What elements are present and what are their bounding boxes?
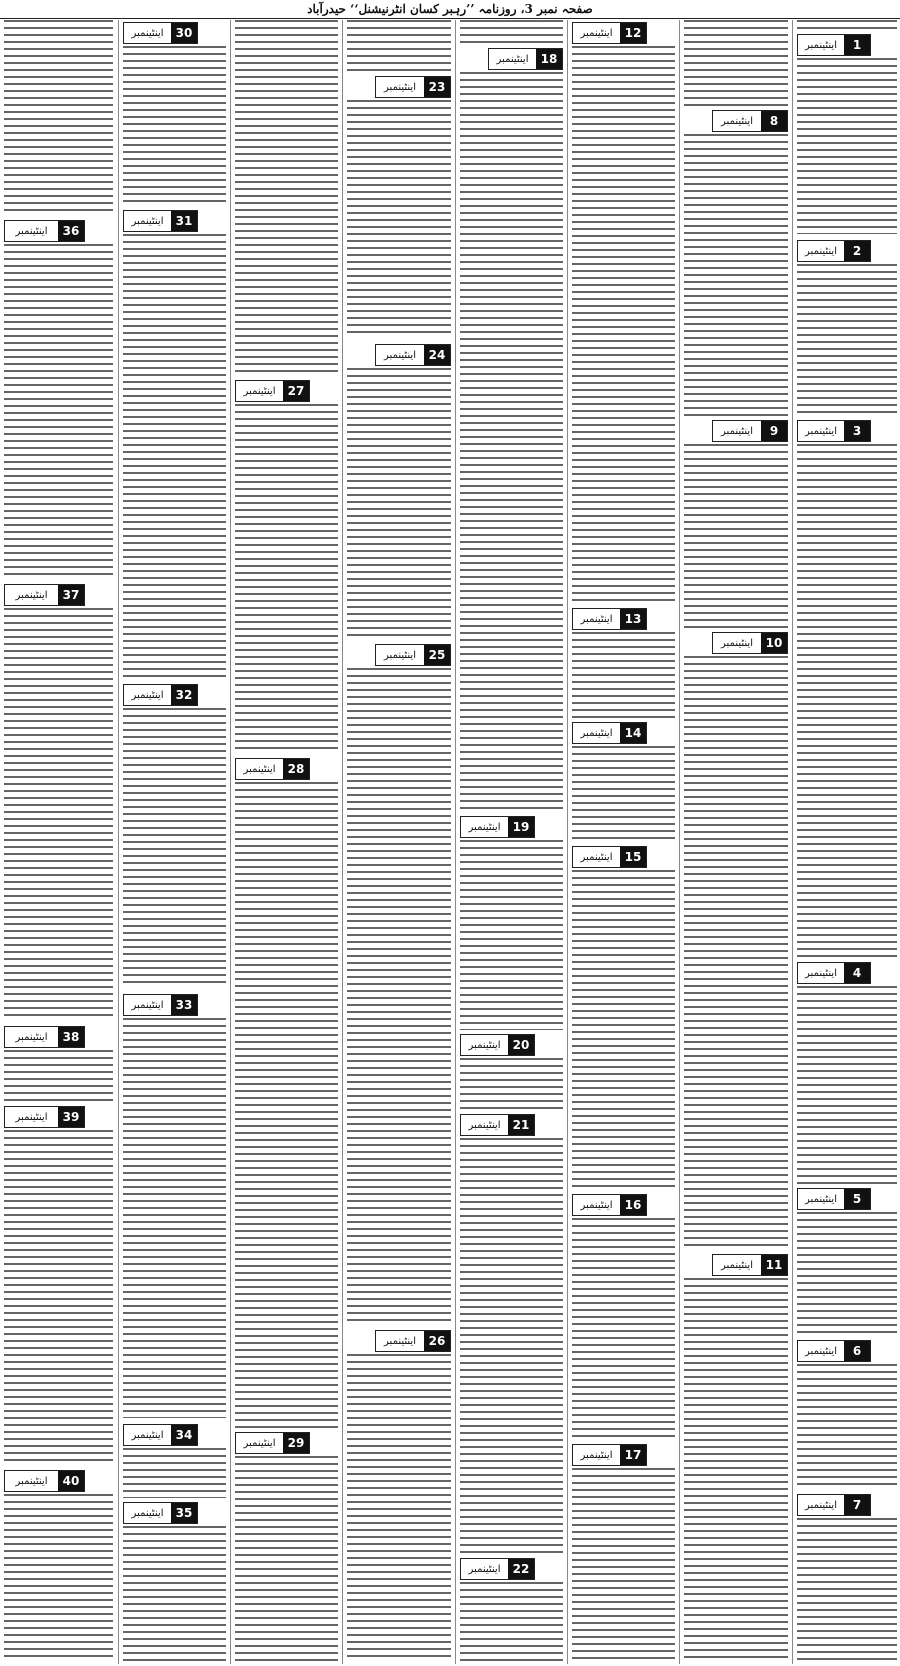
ad-number-badge [797, 34, 871, 56]
badge-number: 16 [620, 1195, 646, 1215]
badge-label: اینٹینمبر [580, 727, 613, 739]
ad-number-badge [375, 1330, 451, 1352]
article-text [123, 1018, 226, 1418]
ad-number-badge [797, 420, 871, 442]
ad-number-badge [572, 722, 647, 744]
ad-number-badge [572, 608, 647, 630]
badge-number: 7 [844, 1495, 870, 1515]
badge-label: اینٹینمبر [131, 1507, 164, 1519]
article-text [797, 58, 897, 234]
ad-number-badge [4, 584, 85, 606]
article-text [797, 986, 897, 1184]
badge-label: اینٹینمبر [15, 1475, 48, 1487]
article-text [684, 134, 788, 416]
column-8 [0, 20, 117, 1664]
badge-label: اینٹینمبر [805, 1193, 837, 1205]
article-text [797, 1364, 897, 1490]
article-text [4, 1130, 113, 1466]
badge-number: 2 [844, 241, 870, 261]
ad-number-badge [123, 1502, 198, 1524]
column-7 [118, 20, 230, 1664]
article-text [235, 1456, 338, 1662]
badge-label: اینٹینمبر [805, 425, 837, 437]
badge-number: 17 [620, 1445, 646, 1465]
badge-number: 28 [283, 759, 309, 779]
article-text [4, 20, 113, 212]
ad-number-badge [797, 1340, 871, 1362]
badge-label: اینٹینمبر [384, 81, 416, 93]
article-text [347, 100, 451, 338]
article-text [4, 1494, 113, 1662]
badge-number: 34 [171, 1425, 197, 1445]
badge-label: اینٹینمبر [580, 1199, 613, 1211]
column-2 [679, 20, 792, 1664]
badge-label: اینٹینمبر [15, 1111, 48, 1123]
badge-label: اینٹینمبر [580, 1449, 613, 1461]
article-text [460, 20, 563, 44]
page-header: صفحہ نمبر 3، روزنامہ ’’رہبر کسان انٹرنیشنل‘‘ حیدرآباد [0, 0, 900, 19]
badge-label: اینٹینمبر [721, 425, 753, 437]
ad-number-badge [375, 644, 451, 666]
article-text [460, 72, 563, 810]
badge-label: اینٹینمبر [580, 613, 613, 625]
article-text [123, 708, 226, 988]
article-text [684, 444, 788, 628]
article-text [460, 1058, 563, 1110]
badge-number: 39 [58, 1107, 84, 1127]
ad-number-badge [235, 380, 310, 402]
article-text [797, 444, 897, 958]
badge-label: اینٹینمبر [243, 385, 276, 397]
badge-number: 40 [58, 1471, 84, 1491]
badge-label: اینٹینمبر [131, 215, 164, 227]
badge-number: 10 [761, 633, 787, 653]
badge-label: اینٹینمبر [580, 851, 613, 863]
article-text [4, 244, 113, 578]
badge-number: 33 [171, 995, 197, 1015]
badge-number: 15 [620, 847, 646, 867]
badge-label: اینٹینمبر [131, 27, 164, 39]
badge-number: 37 [58, 585, 84, 605]
badge-label: اینٹینمبر [805, 39, 837, 51]
article-text [572, 746, 675, 842]
badge-label: اینٹینمبر [15, 225, 48, 237]
badge-label: اینٹینمبر [243, 763, 276, 775]
badge-label: اینٹینمبر [580, 27, 613, 39]
ad-number-badge [4, 1470, 85, 1492]
badge-label: اینٹینمبر [468, 821, 501, 833]
badge-number: 5 [844, 1189, 870, 1209]
article-text [797, 264, 897, 414]
article-text [572, 1218, 675, 1440]
article-text [572, 1468, 675, 1662]
article-text [460, 1138, 563, 1554]
badge-number: 36 [58, 221, 84, 241]
article-text [460, 1582, 563, 1662]
badge-label: اینٹینمبر [805, 245, 837, 257]
badge-number: 23 [424, 77, 450, 97]
badge-number: 22 [508, 1559, 534, 1579]
ad-number-badge [460, 1114, 535, 1136]
column-6 [230, 20, 342, 1664]
article-text [684, 20, 788, 106]
ad-number-badge [4, 1026, 85, 1048]
badge-number: 1 [844, 35, 870, 55]
ad-number-badge [572, 1194, 647, 1216]
badge-number: 25 [424, 645, 450, 665]
badge-label: اینٹینمبر [131, 689, 164, 701]
badge-number: 20 [508, 1035, 534, 1055]
badge-number: 11 [761, 1255, 787, 1275]
badge-number: 32 [171, 685, 197, 705]
badge-label: اینٹینمبر [805, 1499, 837, 1511]
badge-label: اینٹینمبر [721, 1259, 753, 1271]
badge-label: اینٹینمبر [496, 53, 529, 65]
article-text [347, 668, 451, 1324]
ad-number-badge [712, 632, 788, 654]
article-text [572, 632, 675, 718]
ad-number-badge [572, 1444, 647, 1466]
badge-number: 8 [761, 111, 787, 131]
article-text [797, 20, 897, 32]
ad-number-badge [460, 1558, 535, 1580]
article-text [797, 1212, 897, 1336]
article-text [460, 840, 563, 1030]
badge-label: اینٹینمبر [15, 589, 48, 601]
badge-label: اینٹینمبر [243, 1437, 276, 1449]
ad-number-badge [123, 684, 198, 706]
badge-label: اینٹینمبر [468, 1563, 501, 1575]
badge-label: اینٹینمبر [468, 1119, 501, 1131]
ad-number-badge [375, 76, 451, 98]
badge-number: 24 [424, 345, 450, 365]
badge-label: اینٹینمبر [384, 649, 416, 661]
badge-number: 12 [620, 23, 646, 43]
badge-number: 13 [620, 609, 646, 629]
badge-label: اینٹینمبر [384, 1335, 416, 1347]
badge-label: اینٹینمبر [468, 1039, 501, 1051]
badge-number: 21 [508, 1115, 534, 1135]
article-text [235, 404, 338, 752]
article-text [797, 1518, 897, 1662]
article-text [572, 870, 675, 1190]
ad-number-badge [797, 240, 871, 262]
ad-number-badge [712, 420, 788, 442]
badge-number: 31 [171, 211, 197, 231]
column-3 [567, 20, 679, 1664]
ad-number-badge [488, 48, 563, 70]
badge-number: 18 [536, 49, 562, 69]
article-text [123, 234, 226, 678]
ad-number-badge [123, 1424, 198, 1446]
badge-number: 3 [844, 421, 870, 441]
badge-number: 26 [424, 1331, 450, 1351]
ad-number-badge [797, 962, 871, 984]
badge-number: 4 [844, 963, 870, 983]
badge-label: اینٹینمبر [721, 637, 753, 649]
article-text [684, 1278, 788, 1662]
ad-number-badge [797, 1188, 871, 1210]
column-1 [792, 20, 900, 1664]
badge-number: 30 [171, 23, 197, 43]
article-text [572, 46, 675, 604]
ad-number-badge [235, 758, 310, 780]
ad-number-badge [4, 220, 85, 242]
badge-label: اینٹینمبر [721, 115, 753, 127]
badge-number: 14 [620, 723, 646, 743]
article-text [235, 782, 338, 1428]
badge-number: 29 [283, 1433, 309, 1453]
article-text [235, 20, 338, 374]
article-text [684, 656, 788, 1248]
ad-number-badge [235, 1432, 310, 1454]
ad-number-badge [572, 846, 647, 868]
article-text [123, 1448, 226, 1498]
ad-number-badge [572, 22, 647, 44]
badge-label: اینٹینمبر [384, 349, 416, 361]
ad-number-badge [797, 1494, 871, 1516]
article-text [347, 368, 451, 638]
column-5 [342, 20, 455, 1664]
badge-label: اینٹینمبر [15, 1031, 48, 1043]
badge-label: اینٹینمبر [805, 967, 837, 979]
ad-number-badge [123, 210, 198, 232]
ad-number-badge [712, 110, 788, 132]
badge-number: 38 [58, 1027, 84, 1047]
column-4 [455, 20, 567, 1664]
ad-number-badge [123, 22, 198, 44]
badge-label: اینٹینمبر [131, 1429, 164, 1441]
ad-number-badge [4, 1106, 85, 1128]
ad-number-badge [123, 994, 198, 1016]
ad-number-badge [460, 816, 535, 838]
ad-number-badge [460, 1034, 535, 1056]
badge-number: 27 [283, 381, 309, 401]
badge-number: 6 [844, 1341, 870, 1361]
badge-number: 35 [171, 1503, 197, 1523]
badge-label: اینٹینمبر [805, 1345, 837, 1357]
article-text [123, 46, 226, 206]
badge-number: 19 [508, 817, 534, 837]
article-text [347, 20, 451, 72]
ad-number-badge [375, 344, 451, 366]
article-text [347, 1354, 451, 1662]
ad-number-badge [712, 1254, 788, 1276]
article-text [4, 608, 113, 1020]
badge-number: 9 [761, 421, 787, 441]
badge-label: اینٹینمبر [131, 999, 164, 1011]
article-text [4, 1050, 113, 1102]
article-text [123, 1526, 226, 1662]
